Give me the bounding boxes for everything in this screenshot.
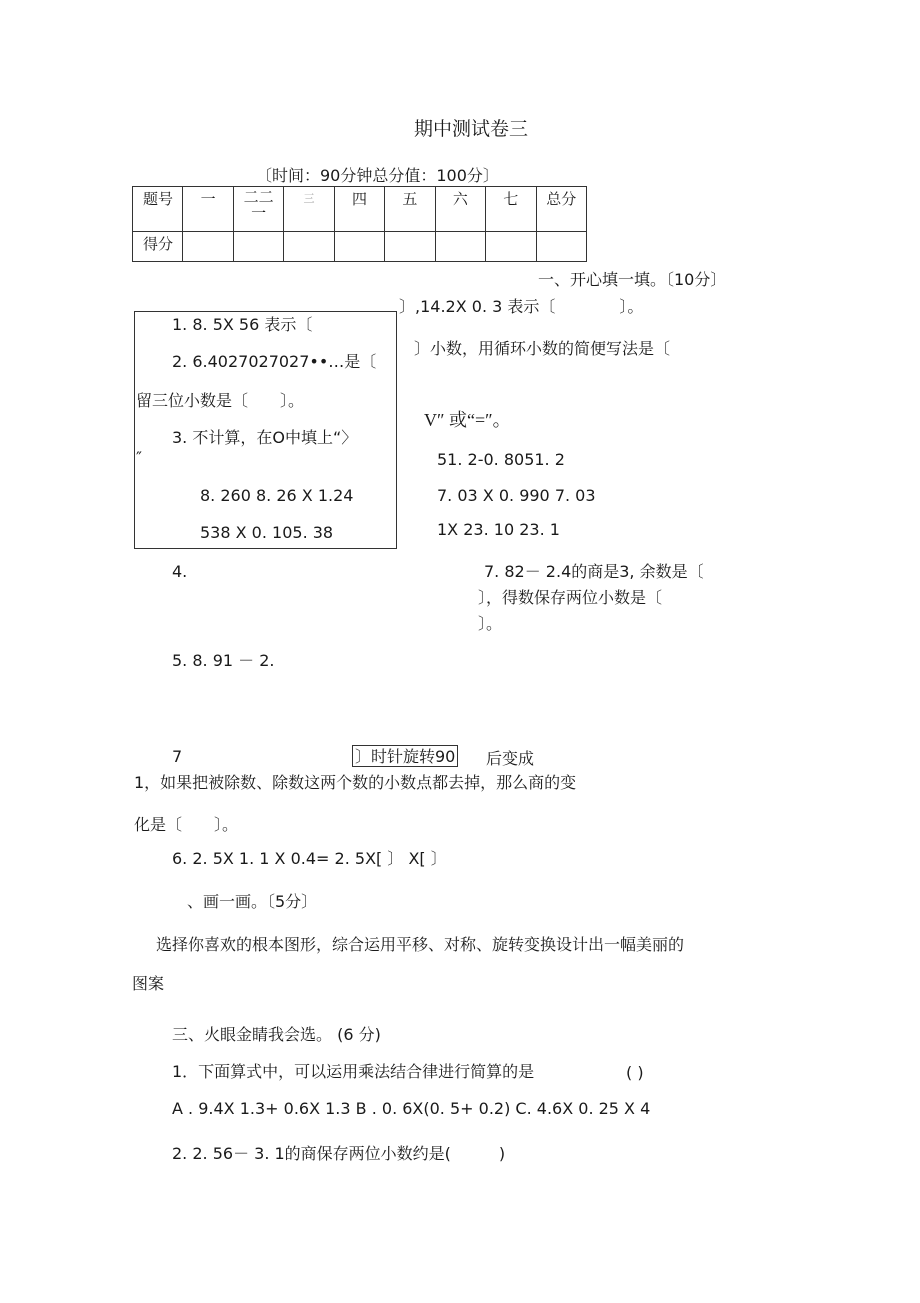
score-cell[interactable] [183,232,233,262]
q1-right-text: 〕,14.2X 0. 3 表示〔 〕。 [399,297,644,316]
score-cell[interactable] [385,232,435,262]
header-cell: 一 [183,187,233,232]
header-cell: 三 [284,187,334,232]
header-cell: 六 [435,187,485,232]
q2-continuation: 留三位小数是〔 〕。 [136,391,305,410]
s3-q1-text: 1．下面算式中，可以运用乘法结合律进行简算的是 [172,1062,535,1081]
header-cell: 二二 一 [233,187,283,232]
q2-text: 2. 6.4027027027••…是〔 [172,352,377,371]
q1-text: 1. 8. 5X 56 表示〔 [172,315,313,334]
score-cell[interactable] [233,232,283,262]
score-cell[interactable] [435,232,485,262]
q7-box-text: 〕时针旋转90 [355,747,456,766]
s3-q1-options: A . 9.4X 1.3+ 0.6X 1.3 B . 0. 6X(0. 5+ 0.2) C. 4.6X 0. 25 X 4 [172,1099,651,1118]
q2-right-text: 〕小数，用循环小数的简便写法是〔 [414,339,671,358]
q3-item-b-left: 8. 260 8. 26 X 1.24 [200,486,354,505]
section1-heading: 一、开心填一填。〔10分〕 [538,270,727,289]
q3-item-c-right: 1X 23. 10 23. 1 [437,520,560,539]
score-cell[interactable] [284,232,334,262]
page-title: 期中测试卷三 [414,118,529,140]
s3-q1-answer-paren: ( ) [626,1063,644,1082]
section2-body-line2: 图案 [132,974,165,993]
header-cell: 五 [385,187,435,232]
score-table [132,186,587,262]
q3-item-c-left: 538 X 0. 105. 38 [200,523,334,542]
q5-text: 5. 8. 91 － 2. [172,651,275,670]
section2-body-line1: 选择你喜欢的根本图形，综合运用平移、对称、旋转变换设计出一幅美丽的 [156,935,685,954]
q6-text: 6. 2. 5X 1. 1 X 0.4= 2. 5X[ 〕 X[ 〕 [172,849,447,868]
q4-line1: 7. 82－ 2.4的商是3, 余数是〔 [484,562,704,581]
q3-item-b-right: 7. 03 X 0. 990 7. 03 [437,486,596,505]
score-cell[interactable] [334,232,384,262]
division-question-line2: 化是〔 〕。 [134,815,239,834]
division-question-line1: 1，如果把被除数、除数这两个数的小数点都去掉，那么商的变 [134,773,577,792]
section3-heading: 三、火眼金睛我会选。 (6 分) [172,1025,381,1044]
q4-line2: 〕，得数保存两位小数是〔 [478,588,663,607]
header-cell: 四 [334,187,384,232]
score-cell[interactable] [486,232,536,262]
score-table-header-row [133,187,587,232]
exam-info: 〔时间：90分钟总分值：100分〕 [256,166,499,185]
q4-line3: 〕。 [478,614,503,633]
q3-quote: ″ [136,448,142,467]
header-cell: 题号 [133,187,183,232]
q7-after-text: 后变成 [486,749,535,768]
q3-symbol-text: V″ 或“=″。 [424,410,511,430]
header-cell: 七 [486,187,536,232]
row-label: 得分 [133,232,183,262]
score-table-score-row [133,232,587,262]
q4-number: 4. [172,562,188,581]
q3-text: 3. 不计算，在O中填上“〉 [172,428,358,447]
score-cell[interactable] [536,232,587,262]
s3-q2-text: 2. 2. 56－ 3. 1的商保存两位小数约是( ) [172,1144,506,1163]
q7-number: 7 [172,747,183,766]
section2-heading: 、画一画。〔5分〕 [187,892,318,911]
header-cell: 总分 [536,187,587,232]
q3-item-a: 51. 2-0. 8051. 2 [437,450,565,469]
